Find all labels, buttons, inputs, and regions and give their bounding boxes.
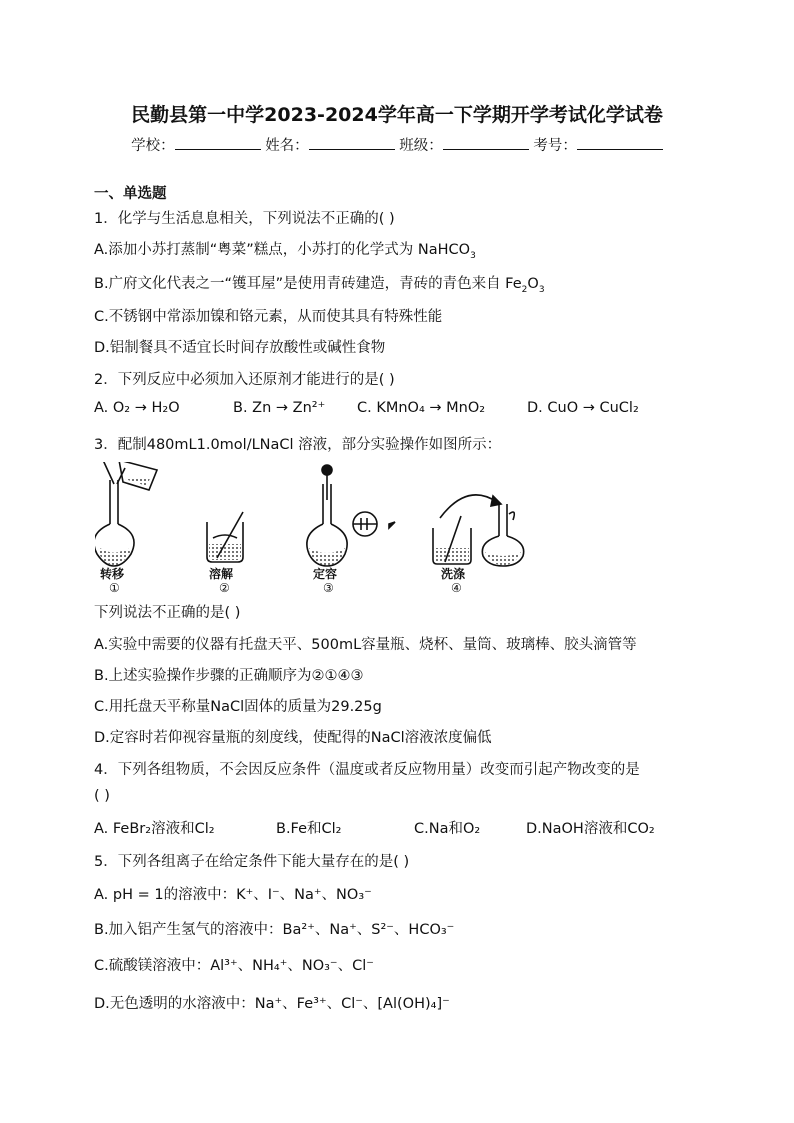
q3-option-a[interactable]: A.实验中需要的仪器有托盘天平、500mL容量瓶、烧杯、量筒、玻璃棒、胶头滴管等 xyxy=(94,637,637,653)
q3-ask: 下列说法不正确的是( ) xyxy=(94,605,241,621)
constant-volume-diagram xyxy=(307,465,395,566)
q5-option-d[interactable]: D.无色透明的水溶液中：Na⁺、Fe³⁺、Cl⁻、[Al(OH)₄]⁻ xyxy=(94,996,450,1012)
student-info-row xyxy=(0,134,794,155)
transfer-diagram xyxy=(95,462,157,566)
q5-option-a[interactable]: A. pH = 1的溶液中：K⁺、I⁻、Na⁺、NO₃⁻ xyxy=(94,887,372,903)
caption-constant-volume-number: ③ xyxy=(323,581,334,594)
q4-option-c[interactable]: C.Na和O₂ xyxy=(414,821,481,837)
q1-option-a[interactable]: A.添加小苏打蒸制“粤菜”糕点，小苏打的化学式为 NaHCO$_3$ xyxy=(94,242,476,261)
q2-option-d[interactable]: D. CuO → CuCl₂ xyxy=(527,400,639,416)
q4-stem-continued: ( ) xyxy=(94,788,110,804)
caption-transfer-number: ① xyxy=(109,581,120,594)
q4-option-a[interactable]: A. FeBr₂溶液和Cl₂ xyxy=(94,821,215,837)
caption-washing: 洗涤 xyxy=(441,567,466,581)
q4-stem: 4．下列各组物质，不会因反应条件（温度或者反应物用量）改变而引起产物改变的是 xyxy=(94,762,640,778)
school-blank[interactable] xyxy=(175,149,261,150)
exam-title: 民勤县第一中学2023-2024学年高一下学期开学考试化学试卷 xyxy=(131,104,663,126)
q2-option-a[interactable]: A. O₂ → H₂O xyxy=(94,400,180,416)
q2-option-c[interactable]: C. KMnO₄ → MnO₂ xyxy=(357,400,486,416)
q3-option-d[interactable]: D.定容时若仰视容量瓶的刻度线，使配得的NaCl溶液浓度偏低 xyxy=(94,730,492,746)
q1-option-c[interactable]: C.不锈钢中常添加镍和铬元素，从而使其具有特殊性能 xyxy=(94,309,443,325)
lab-operation-figure xyxy=(95,462,535,594)
washing-diagram xyxy=(433,495,524,566)
q3-option-c[interactable]: C.用托盘天平称量NaCl固体的质量为29.25g xyxy=(94,699,382,715)
q5-stem: 5．下列各组离子在给定条件下能大量存在的是( ) xyxy=(94,854,410,870)
class-blank[interactable] xyxy=(443,149,529,150)
name-label: 姓名： xyxy=(265,138,309,154)
school-label: 学校： xyxy=(131,138,175,154)
q1-option-d[interactable]: D.铝制餐具不适宜长时间存放酸性或碱性食物 xyxy=(94,340,386,356)
q3-option-b[interactable]: B.上述实验操作步骤的正确顺序为②①④③ xyxy=(94,668,364,684)
caption-constant-volume: 定容 xyxy=(313,567,338,581)
q1-option-b[interactable]: B.广府文化代表之一“镬耳屋”是使用青砖建造，青砖的青色来自 $Fe_2O_3$ xyxy=(94,276,545,295)
q5-option-c[interactable]: C.硫酸镁溶液中：Al³⁺、NH₄⁺、NO₃⁻、Cl⁻ xyxy=(94,958,374,974)
q4-option-b[interactable]: B.Fe和Cl₂ xyxy=(276,821,342,837)
q5-option-b[interactable]: B.加入铝产生氢气的溶液中：Ba²⁺、Na⁺、S²⁻、HCO₃⁻ xyxy=(94,922,455,938)
number-blank[interactable] xyxy=(577,149,663,150)
caption-washing-number: ④ xyxy=(451,581,462,594)
caption-dissolve: 溶解 xyxy=(209,567,234,581)
section-heading: 一、单选题 xyxy=(94,186,167,202)
caption-transfer: 转移 xyxy=(100,567,125,581)
name-blank[interactable] xyxy=(309,149,395,150)
q3-stem: 3．配制480mL1.0mol/LNaCl 溶液，部分实验操作如图所示： xyxy=(94,437,502,453)
caption-dissolve-number: ② xyxy=(219,581,230,594)
q2-stem: 2．下列反应中必须加入还原剂才能进行的是( ) xyxy=(94,372,395,388)
q1-stem: 1．化学与生活息息相关，下列说法不正确的( ) xyxy=(94,211,395,227)
q2-option-b[interactable]: B. Zn → Zn²⁺ xyxy=(233,400,326,416)
number-label: 考号： xyxy=(533,138,577,154)
q4-option-d[interactable]: D.NaOH溶液和CO₂ xyxy=(526,821,655,837)
dissolve-diagram xyxy=(207,512,243,562)
class-label: 班级： xyxy=(399,138,443,154)
